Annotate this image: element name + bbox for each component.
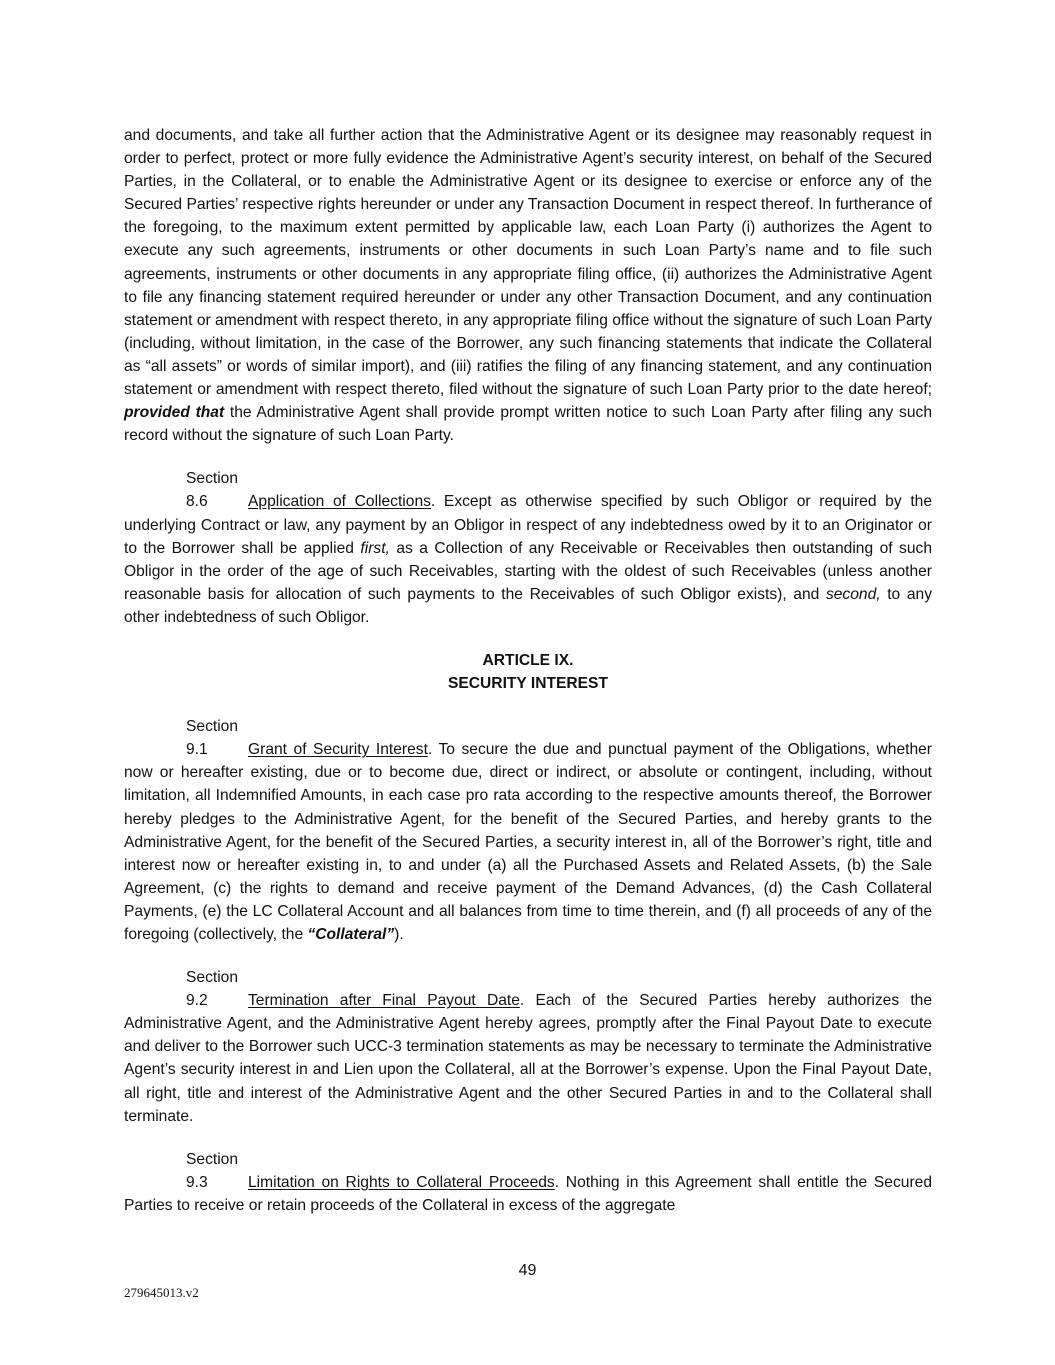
page-number: 49 (518, 1262, 537, 1279)
emphasis-text: second, (825, 585, 881, 603)
section-label: Section 9.2 (186, 969, 239, 1010)
section-8-6 (124, 467, 932, 629)
section-title: Limitation on Rights to Collateral Proceeds (248, 1173, 555, 1191)
document-page (124, 124, 932, 1217)
section-text: as a Collection of any Receivable or Receivables then outstanding of such Obligor in the order of the age of such Receivables, starting with the oldest of such Receivables (unless another reasonable basis for allocation of such payments to the Receivables of such Obligor exists), and (124, 539, 932, 603)
continuation-paragraph (124, 124, 932, 447)
section-title: Termination after Final Payout Date (248, 992, 520, 1010)
section-title: Application of Collections (248, 493, 431, 511)
defined-term: “Collateral” (307, 926, 395, 943)
section-9-2 (124, 966, 932, 1128)
emphasis-text: first, (360, 539, 390, 557)
section-text: . Nothing in this Agreement shall entitle the Secured Parties to receive or retain proceeds of the Collateral in excess of the aggregate (124, 1173, 932, 1214)
paragraph-text: the Administrative Agent shall provide prompt written notice to such Loan Party after filing any such record without the signature of such Loan Party. (124, 404, 932, 445)
article-number: ARTICLE IX. (482, 651, 574, 669)
section-9-3 (124, 1148, 932, 1217)
section-label: Section 9.1 (186, 718, 239, 759)
section-text: . Except as otherwise specified by such Obligor or required by the underlying Contract or law, any payment by an Obligor in respect of any indebtedness owed by it to an Originator or to the Borrower shall be applied (124, 493, 932, 557)
section-label: Section 9.3 (186, 1150, 239, 1191)
section-text: . To secure the due and punctual payment of the Obligations, whether now or hereafter existing, due or to become due, direct or indirect, or absolute or contingent, including, without limitation, all Indemnified Amounts, in each case pro rata according to the respective amounts thereof, the Borrower hereby pledges to the Administrative Agent, for the benefit of the Secured Parties, and hereby grants to the Administrative Agent, for the benefit of the Secured Parties, a security interest in, all of the Borrower’s right, title and interest now or hereafter existing in, to and under (a) all the Purchased Assets and Related Assets, (b) the Sale Agreement, (c) the rights to demand and receive payment of the Demand Advances, (d) the Cash Collateral Payments, (e) the LC Collateral Account and all balances from time to time therein, and (f) all proceeds of any of the foregoing (collectively, the (124, 741, 932, 943)
section-label: Section 8.6 (186, 470, 239, 511)
section-text: to any other indebtedness of such Obligor. (124, 585, 932, 626)
paragraph-text: and documents, and take all further action that the Administrative Agent or its designee may reasonably request in order to perfect, protect or more fully evidence the Administrative Agent’s security interest, on behalf of the Secured Parties, in the Collateral, or to enable the Administrative Agent or its designee to exercise or enforce any of the Secured Parties’ respective rights hereunder or under any Transaction Document in respect thereof. In furtherance of the foregoing, to the maximum extent permitted by applicable law, each Loan Party (i) authorizes the Agent to execute any such agreements, instruments or other documents in such Loan Party’s name and to file such agreements, instruments or other documents in any appropriate filing office, (ii) authorizes the Administrative Agent to file any financing statement required hereunder or under any other Transaction Document, and any continuation statement or amendment with respect thereto, in any appropriate filing office without the signature of such Loan Party (including, without limitation, in the case of the Borrower, any such financing statements that indicate the Collateral as “all assets” or words of similar import), and (iii) ratifies the filing of any financing statement, and any continuation statement or amendment with respect thereto, filed without the signature of such Loan Party prior to the date hereof; (124, 127, 932, 399)
section-text: . Each of the Secured Parties hereby authorizes the Administrative Agent, and the Administrative Agent hereby agrees, promptly after the Final Payout Date to execute and deliver to the Borrower such UCC-3 termination statements as may be necessary to terminate the Administrative Agent’s security interest in and Lien upon the Collateral, all at the Borrower’s expense. Upon the Final Payout Date, all right, title and interest of the Administrative Agent and the other Secured Parties in and to the Collateral shall terminate. (124, 992, 932, 1125)
section-text: ). (394, 926, 404, 943)
article-title: SECURITY INTEREST (447, 675, 608, 693)
section-9-1 (124, 715, 932, 946)
document-id: 279645013.v2 (124, 1285, 199, 1300)
section-title: Grant of Security Interest (248, 741, 428, 759)
emphasis-text: provided that (124, 404, 225, 422)
